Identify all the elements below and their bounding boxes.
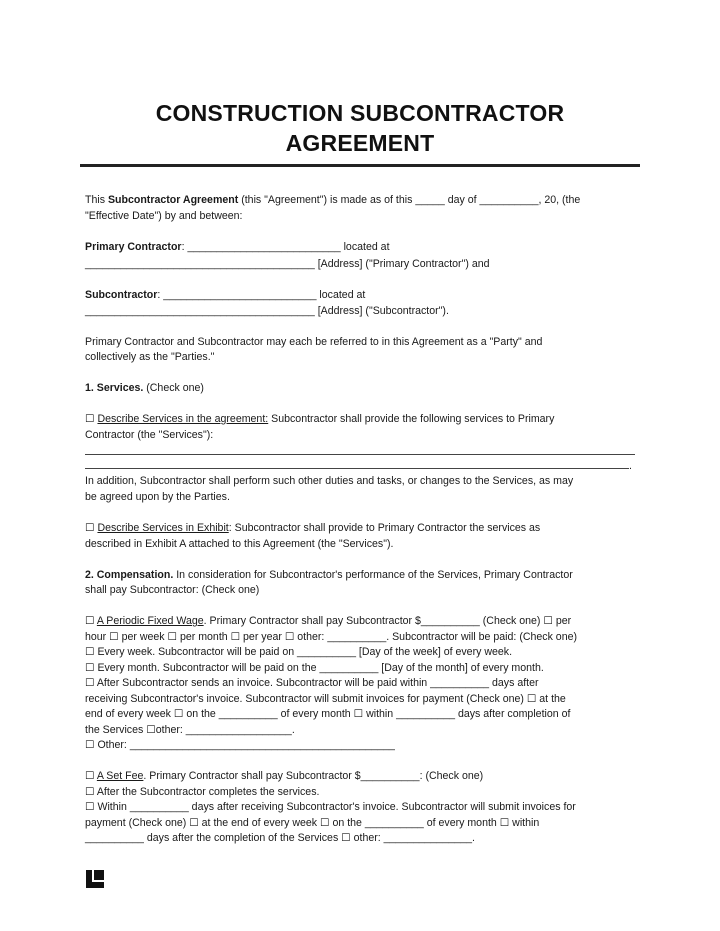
services-blank-line-1	[85, 454, 635, 455]
services-option-agreement-line-2: Contractor (the "Services"):	[85, 429, 214, 441]
legal-templates-logo-icon	[86, 870, 104, 888]
parties-line-2: collectively as the "Parties."	[85, 351, 215, 363]
services-option-exhibit	[85, 520, 635, 536]
services-option-exhibit-label: Describe Services in Exhibit	[97, 522, 229, 534]
fee-line-5: __________ days after the completion of the Services ☐ other: _______________.	[85, 832, 475, 844]
checkbox-icon[interactable]: ☐	[85, 413, 98, 425]
subcontractor-address: _______________________________________ [Address] ("Subcontractor").	[85, 305, 449, 317]
fee-line-4: payment (Check one) ☐ at the end of every week ☐ on the __________ of every month ☐ within	[85, 817, 540, 829]
compensation-heading-label: 2. Compensation.	[85, 569, 174, 581]
fee-line-3: ☐ Within __________ days after receiving Subcontractor's invoice. Subcontractor will submit invoices for	[85, 801, 576, 813]
wage-line-3: ☐ Every week. Subcontractor will be paid on __________ [Day of the week] of every week.	[85, 646, 513, 658]
services-option-exhibit-text: : Subcontractor shall provide to Primary Contractor the services as	[228, 522, 541, 534]
parties-line-1: Primary Contractor and Subcontractor may each be referred to in this Agreement as a "Party" and	[85, 336, 543, 348]
wage-option-label: A Periodic Fixed Wage	[96, 615, 204, 627]
intro-bold-term: Subcontractor Agreement	[107, 194, 239, 206]
services-heading	[85, 380, 635, 396]
services-option-agreement	[85, 411, 635, 427]
wage-line-4: ☐ Every month. Subcontractor will be paid on the __________ [Day of the month] of every month.	[85, 662, 544, 674]
wage-line-8: the Services ☐other: __________________.	[85, 724, 295, 736]
intro-text-rest: (this "Agreement") is made as of this _____ day of __________, 20, (the	[238, 194, 581, 206]
compensation-heading	[85, 567, 635, 583]
primary-contractor-label: Primary Contractor	[85, 241, 182, 253]
compensation-heading-text: In consideration for Subcontractor's performance of the Services, Primary Contractor	[173, 569, 573, 581]
intro-line-2: "Effective Date") by and between:	[85, 210, 243, 222]
services-addition-line-2: be agreed upon by the Parties.	[85, 491, 230, 503]
wage-option-text: . Primary Contractor shall pay Subcontractor $__________ (Check one) ☐ per	[203, 615, 572, 627]
fee-option-text: . Primary Contractor shall pay Subcontractor $__________: (Check one)	[143, 770, 484, 782]
services-option-exhibit-line-2: described in Exhibit A attached to this Agreement (the "Services").	[85, 538, 394, 550]
services-line-end: .	[629, 460, 632, 472]
services-option-agreement-text: Subcontractor shall provide the following services to Primary	[268, 413, 555, 425]
checkbox-icon[interactable]: ☐	[85, 522, 98, 534]
services-blank-line-2	[85, 468, 629, 469]
wage-line-2: hour ☐ per week ☐ per month ☐ per year ☐ other: __________. Subcontractor will be paid: (Check one)	[85, 631, 578, 643]
wage-line-6: receiving Subcontractor's invoice. Subcontractor will submit invoices for payment (Check one) ☐ at the	[85, 693, 566, 705]
fee-option	[85, 768, 635, 784]
checkbox-icon[interactable]: ☐	[85, 770, 97, 782]
checkbox-icon[interactable]: ☐	[85, 615, 97, 627]
subcontractor-label: Subcontractor	[85, 289, 158, 301]
document-title-line-2: AGREEMENT	[285, 130, 435, 156]
document-body	[85, 0, 635, 931]
fee-line-2: ☐ After the Subcontractor completes the services.	[85, 786, 320, 798]
subcontractor-field: : __________________________ located at	[157, 289, 366, 301]
services-addition-line-1: In addition, Subcontractor shall perform such other duties and tasks, or changes to the Services, as may	[85, 475, 574, 487]
primary-contractor-address: _______________________________________ [Address] ("Primary Contractor") and	[85, 258, 490, 270]
intro-text: This	[85, 194, 108, 206]
intro-paragraph	[85, 192, 635, 208]
wage-line-7: end of every week ☐ on the __________ of every month ☐ within __________ days after completion of	[85, 708, 571, 720]
wage-option	[85, 613, 635, 629]
primary-contractor-field: : __________________________ located at	[181, 241, 390, 253]
document-title-line-1: CONSTRUCTION SUBCONTRACTOR	[155, 100, 565, 126]
primary-contractor-line-1	[85, 239, 635, 255]
fee-option-label: A Set Fee	[96, 770, 144, 782]
wage-line-9: ☐ Other: _____________________________________________	[85, 739, 395, 751]
subcontractor-line-1	[85, 287, 635, 303]
wage-line-5: ☐ After Subcontractor sends an invoice. Subcontractor will be paid within __________ days after	[85, 677, 539, 689]
compensation-line-2: shall pay Subcontractor: (Check one)	[85, 584, 260, 596]
services-heading-note: (Check one)	[143, 382, 204, 394]
services-heading-label: 1. Services.	[85, 382, 144, 394]
services-option-agreement-label: Describe Services in the agreement:	[97, 413, 269, 425]
